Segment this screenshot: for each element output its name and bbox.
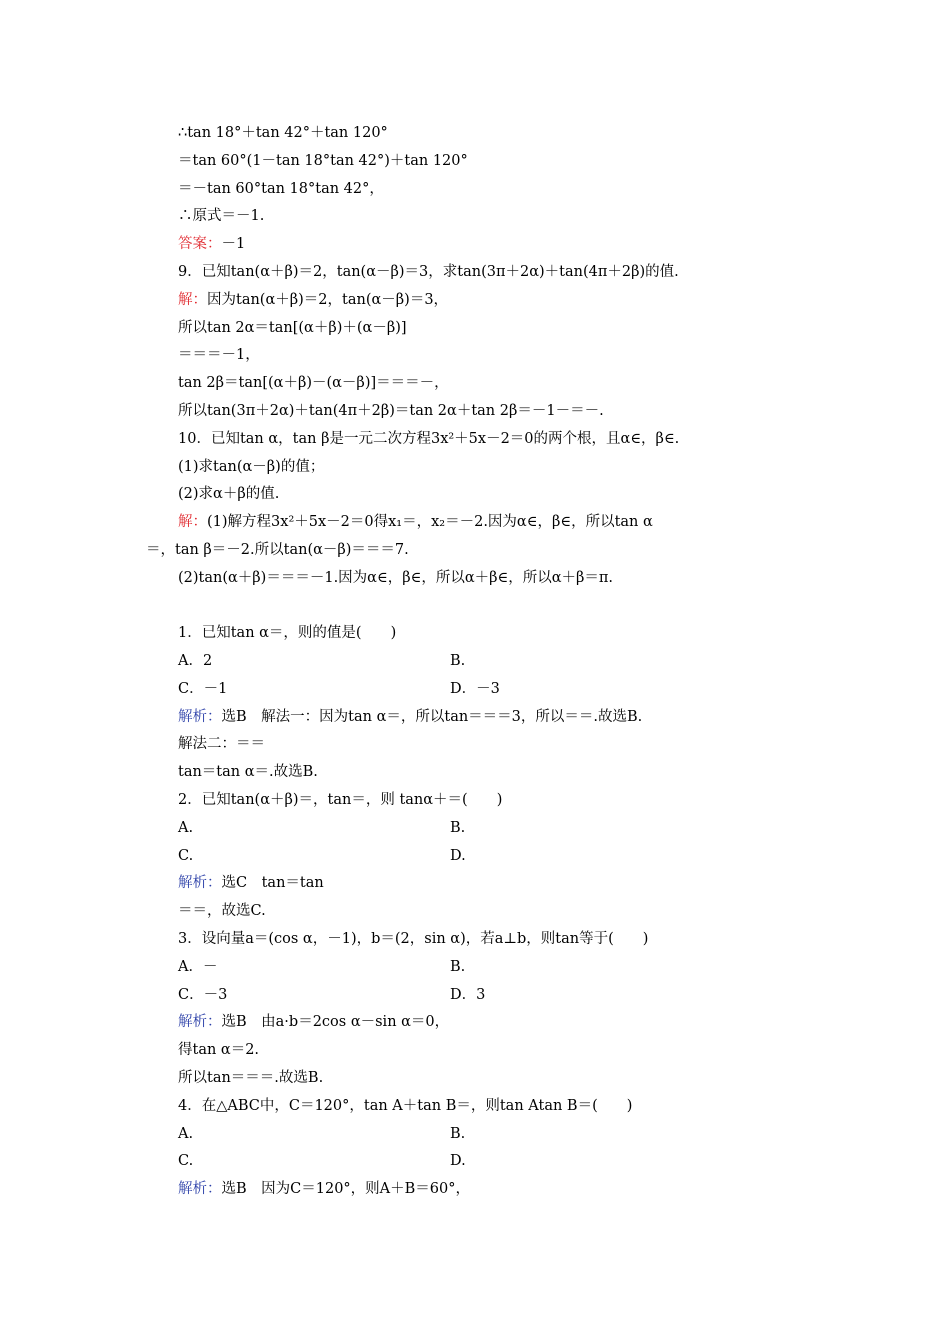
analysis-text: 选C tan＝tan — [221, 875, 324, 891]
option-a: A. — [178, 820, 194, 836]
question-4: 4．在△ABC中，C＝120°，tan A＋tan B＝，则tan Atan B＝( ) — [178, 1098, 633, 1114]
option-a: A. — [178, 1126, 194, 1142]
analysis-line — [178, 1179, 470, 1199]
solution-label: 解： — [178, 292, 207, 308]
text-line: ＝＝＝－1， — [178, 347, 260, 363]
solution-line — [178, 290, 448, 310]
analysis-line — [178, 1012, 449, 1032]
option-a: A．2 — [178, 653, 213, 669]
option-b: B. — [450, 1126, 466, 1142]
answer-line — [178, 234, 245, 254]
answer-value: －1 — [221, 236, 246, 252]
analysis-text: 选B 解法一：因为tan α＝，所以tan＝＝＝3，所以＝＝.故选B. — [221, 709, 643, 725]
text-line: ＝＝，故选C. — [178, 903, 266, 919]
option-d: D．3 — [450, 987, 486, 1003]
option-d: D．－3 — [450, 681, 500, 697]
analysis-text: 选B 由a·b＝2cos α－sin α＝0， — [221, 1014, 450, 1030]
solution-label: 解： — [178, 514, 207, 530]
text-line: 所以tan＝＝＝.故选B. — [178, 1070, 324, 1086]
solution-text: 因为tan(α＋β)＝2，tan(α－β)＝3， — [207, 292, 449, 308]
text-line: (2)求α＋β的值. — [178, 486, 280, 502]
option-c: C. — [178, 848, 194, 864]
text-line: (1)求tan(α－β)的值； — [178, 459, 325, 475]
question-1: 1．已知tan α＝，则的值是( ) — [178, 625, 397, 641]
text-line: ＝，tan β＝－2.所以tan(α－β)＝＝＝7. — [146, 542, 409, 558]
analysis-text: 选B 因为C＝120°，则A＋B＝60°， — [221, 1181, 471, 1197]
text-line: ∴tan 18°＋tan 42°＋tan 120° — [178, 125, 388, 141]
solution-line — [178, 512, 653, 532]
text-line: (2)tan(α＋β)＝＝＝－1.因为α∈，β∈，所以α＋β∈，所以α＋β＝π. — [178, 570, 614, 586]
text-line: ＝tan 60°(1－tan 18°tan 42°)＋tan 120° — [178, 153, 468, 169]
question-3: 3．设向量a＝(cos α，－1)，b＝(2，sin α)，若a⊥b，则tan等于( ) — [178, 931, 649, 947]
analysis-line — [178, 707, 642, 727]
text-line: ∴原式＝－1. — [178, 208, 265, 224]
text-line: tan 2β＝tan[(α＋β)－(α－β)]＝＝＝－， — [178, 375, 449, 391]
problem-9: 9．已知tan(α＋β)＝2，tan(α－β)＝3，求tan(3π＋2α)＋tan(4π＋2β)的值. — [178, 264, 679, 280]
option-c: C．－3 — [178, 987, 228, 1003]
option-a: A．－ — [178, 959, 218, 975]
option-d: D. — [450, 1153, 466, 1169]
text-line: 所以tan(3π＋2α)＋tan(4π＋2β)＝tan 2α＋tan 2β＝－1－＝－. — [178, 403, 604, 419]
text-line: 所以tan 2α＝tan[(α＋β)＋(α－β)] — [178, 320, 407, 336]
problem-10: 10．已知tan α，tan β是一元二次方程3x²＋5x－2＝0的两个根，且α∈，β∈. — [178, 431, 680, 447]
option-b: B. — [450, 653, 466, 669]
option-b: B. — [450, 820, 466, 836]
answer-label: 答案： — [178, 236, 222, 252]
analysis-label: 解析： — [178, 1014, 222, 1030]
option-d: D. — [450, 848, 466, 864]
analysis-line — [178, 873, 324, 893]
question-2: 2．已知tan(α＋β)＝，tan＝，则 tanα＋＝( ) — [178, 792, 503, 808]
text-line: 得tan α＝2. — [178, 1042, 260, 1058]
solution-text: (1)解方程3x²＋5x－2＝0得x₁＝，x₂＝－2.因为α∈，β∈，所以tan α — [207, 514, 653, 530]
option-b: B. — [450, 959, 466, 975]
option-c: C．－1 — [178, 681, 228, 697]
text-line: tan＝tan α＝.故选B. — [178, 764, 318, 780]
option-c: C. — [178, 1153, 194, 1169]
analysis-label: 解析： — [178, 875, 222, 891]
analysis-label: 解析： — [178, 709, 222, 725]
text-line: ＝－tan 60°tan 18°tan 42°， — [178, 181, 384, 197]
text-line: 解法二：＝＝ — [178, 736, 265, 752]
analysis-label: 解析： — [178, 1181, 222, 1197]
